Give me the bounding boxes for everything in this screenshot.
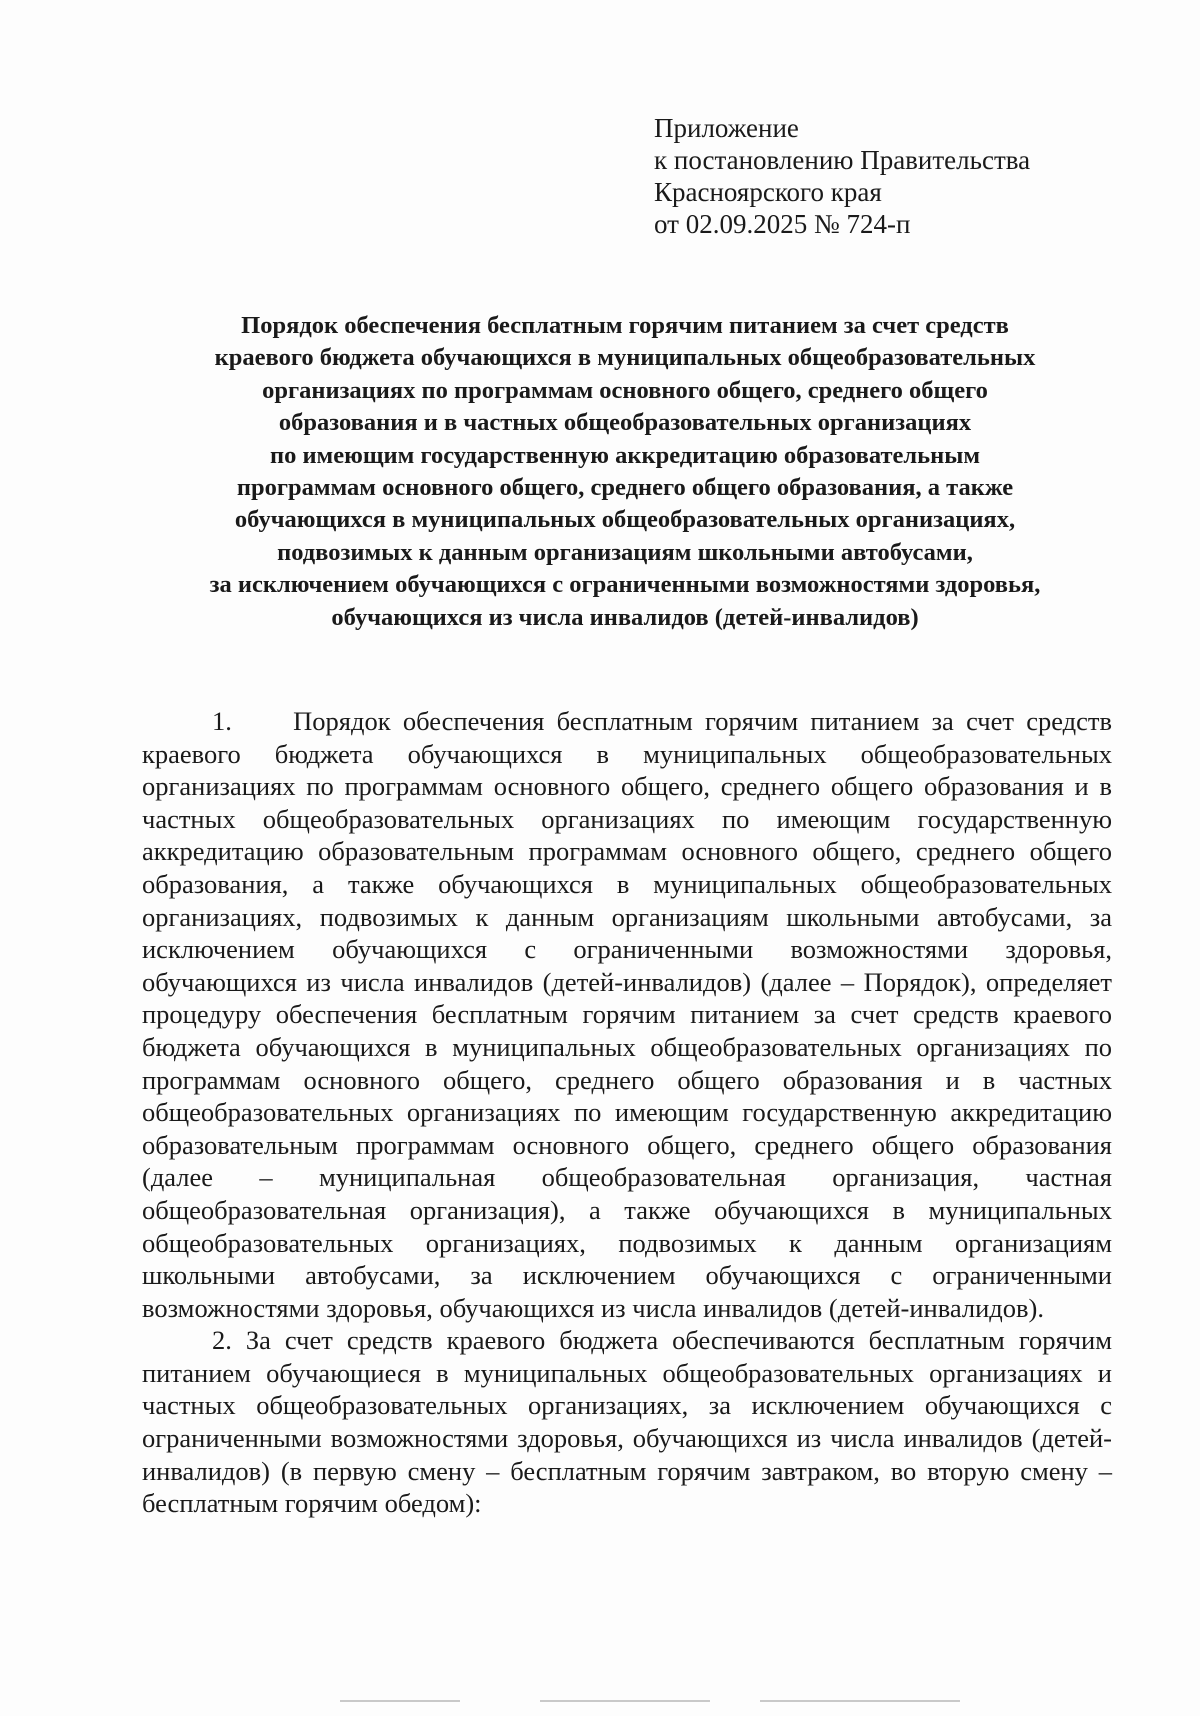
title-line: программам основного общего, среднего общего образования, а также	[236, 474, 1014, 502]
paragraph-2: 2. За счет средств краевого бюджета обеспечиваются бесплатным горячим питанием обучающиеся в муниципальных общеобразовательных организациях и частных общеобразовательных организациях, за исключением обучающихся с ограниченными возможностями здоровья, обучающихся из числа инвалидов (детей-инвалидов) (в первую смену – бесплатным горячим завтраком, во вторую смену – бесплатным горячим обедом):	[142, 1325, 1112, 1519]
title-line: обучающихся из числа инвалидов (детей-инвалидов)	[331, 603, 919, 631]
title-line: по имеющим государственную аккредитацию образовательным	[269, 441, 981, 469]
title-line: организациях по программам основного общего, среднего общего	[262, 376, 988, 404]
document-title	[140, 310, 1110, 634]
title-line: Порядок обеспечения бесплатным горячим питанием за счет средств	[241, 312, 1009, 339]
appendix-block	[654, 112, 1134, 240]
scan-edge-mark	[760, 1700, 960, 1702]
appendix-line: от 02.09.2025 № 724-п	[654, 209, 911, 239]
title-line: подвозимых к данным организациям школьными автобусами,	[277, 538, 973, 566]
appendix-line: Приложение	[654, 113, 799, 143]
document-body	[142, 705, 1112, 1520]
title-line: за исключением обучающихся с ограниченными возможностями здоровья,	[209, 571, 1041, 599]
title-line: образования и в частных общеобразовательных организациях	[278, 409, 972, 437]
title-line: краевого бюджета обучающихся в муниципальных общеобразовательных	[214, 344, 1036, 372]
scan-edge-mark	[540, 1700, 710, 1702]
appendix-line: к постановлению Правительства	[654, 145, 1031, 175]
title-line: обучающихся в муниципальных общеобразовательных организациях,	[234, 506, 1016, 534]
paragraph-1: 1. Порядок обеспечения бесплатным горячим питанием за счет средств краевого бюджета обучающихся в муниципальных общеобразовательных организациях по программам основного общего, среднего общего образования и в частных общеобразовательных организациях по имеющим государственную аккредитацию образовательным программам основного общего, среднего общего образования, а также обучающихся в муниципальных общеобразовательных организациях, подвозимых к данным организациям школьными автобусами, за исключением обучающихся с ограниченными возможностями здоровья, обучающихся из числа инвалидов (детей-инвалидов) (далее – Порядок), определяет процедуру обеспечения бесплатным горячим питанием за счет средств краевого бюджета обучающихся в муниципальных общеобразовательных организациях по программам основного общего, среднего общего образования и в частных общеобразовательных организациях по имеющим государственную аккредитацию образовательным программам основного общего, среднего общего образования (далее – муниципальная общеобразовательная организация, частная общеобразовательная организация), а также обучающихся в муниципальных общеобразовательных организациях, подвозимых к данным организациям школьными автобусами, за исключением обучающихся с ограниченными возможностями здоровья, обучающихся из числа инвалидов (детей-инвалидов).	[142, 706, 1112, 1323]
appendix-line: Красноярского края	[654, 177, 882, 207]
scan-edge-mark	[340, 1700, 460, 1702]
